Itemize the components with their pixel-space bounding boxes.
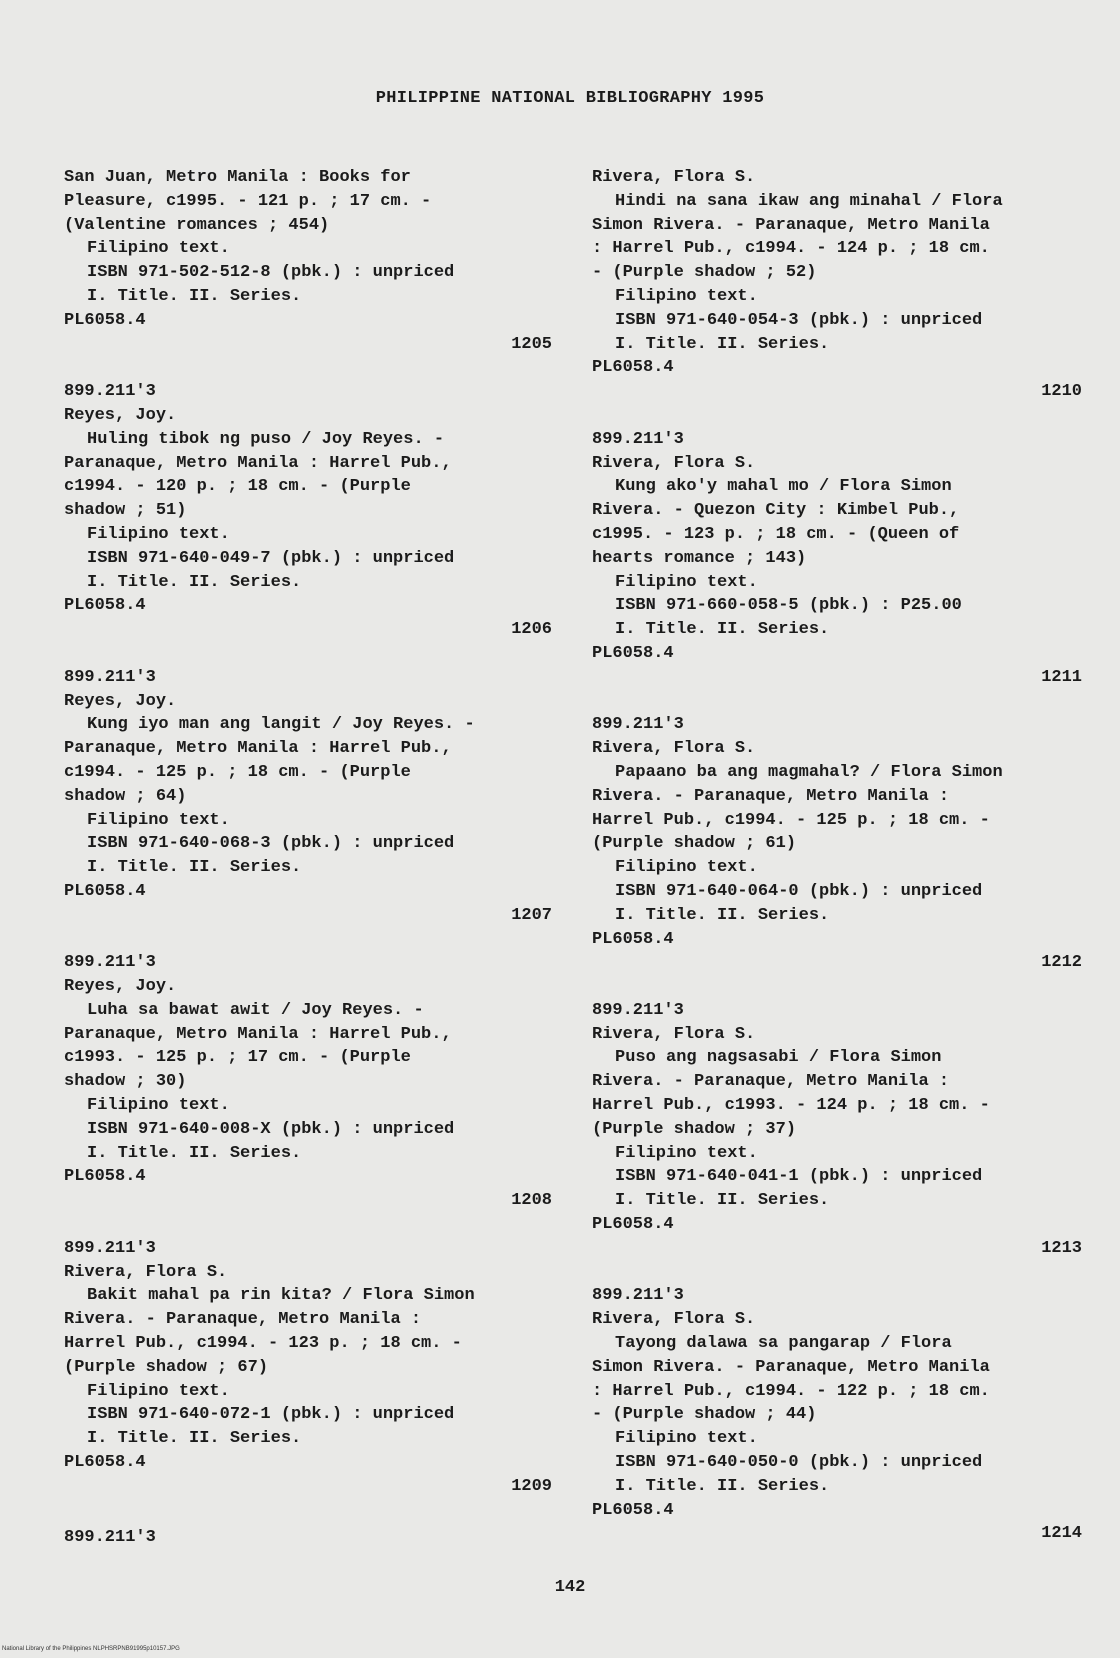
entry-line: Bakit mahal pa rin kita? / Flora Simon [87,1286,475,1306]
entry-line: Rivera, Flora S. [592,739,756,759]
entry-line: - (Purple shadow ; 44) [592,1405,817,1425]
bibliography-entry [64,380,552,642]
entry-line: I. Title. II. Series. [615,620,830,640]
entry-line: ISBN 971-502-512-8 (pbk.) : unpriced [87,263,455,283]
entry-gap [64,1213,552,1237]
entry-line: ISBN 971-640-008-X (pbk.) : unpriced [87,1119,455,1139]
entry-line: Rivera. - Paranaque, Metro Manila : [592,1072,950,1092]
entry-number: 1211 [1041,667,1082,687]
entry-gap [592,1261,1082,1285]
entry-line: I. Title. II. Series. [615,1476,830,1496]
entry-line: Pleasure, c1995. - 121 p. ; 17 cm. - [64,191,432,211]
entry-line: I. Title. II. Series. [615,905,830,925]
entry-line: I. Title. II. Series. [87,1429,302,1449]
entry-line: - (Purple shadow ; 52) [592,263,817,283]
entry-line: ISBN 971-640-054-3 (pbk.) : unpriced [615,310,983,330]
entry-line: shadow ; 30) [64,1072,187,1092]
entry-line: I. Title. II. Series. [87,286,302,306]
entry-line: Huling tibok ng puso / Joy Reyes. - [87,429,445,449]
entry-line: (Purple shadow ; 67) [64,1357,269,1377]
entry-line: PL6058.4 [592,643,674,663]
entry-line: : Harrel Pub., c1994. - 122 p. ; 18 cm. [592,1381,990,1401]
entry-line: Rivera, Flora S. [592,453,756,473]
entry-line: PL6058.4 [64,1167,146,1187]
entry-line: I. Title. II. Series. [87,1143,302,1163]
entry-line: Reyes, Joy. [64,691,177,711]
entry-line: Papaano ba ang magmahal? / Flora Simon [615,762,1003,782]
page-header: PHILIPPINE NATIONAL BIBLIOGRAPHY 1995 [375,89,765,108]
entry-number: 1210 [1041,382,1082,402]
entry-gap [592,404,1082,428]
entry-gap [592,690,1082,714]
left-column [64,166,552,1550]
entry-line: Filipino text. [615,286,758,306]
entry-number: 1212 [1041,953,1082,973]
entry-line: Rivera. - Paranaque, Metro Manila : [64,1310,422,1330]
entry-line: San Juan, Metro Manila : Books for [64,168,411,187]
entry-line: Rivera. - Paranaque, Metro Manila : [592,786,950,806]
entry-line: shadow ; 51) [64,501,187,521]
entry-line: Puso ang nagsasabi / Flora Simon [615,1048,942,1068]
entry-line: I. Title. II. Series. [615,334,830,354]
entry-line: Rivera, Flora S. [592,168,756,187]
page-number: 142 [554,1578,586,1597]
entry-line: 899.211'3 [592,429,684,449]
bibliography-entry [592,999,1082,1261]
entry-line: Rivera, Flora S. [64,1262,228,1282]
entry-line: Filipino text. [615,858,758,878]
entry-line: Reyes, Joy. [64,977,177,997]
entry-number: 1207 [511,905,552,925]
entry-line: I. Title. II. Series. [615,1191,830,1211]
bibliography-entry [64,666,552,928]
entry-line: Filipino text. [615,1429,758,1449]
entry-line: Filipino text. [87,524,230,544]
entry-line: Paranaque, Metro Manila : Harrel Pub., [64,453,452,473]
entry-gap [64,356,552,380]
entry-line: Filipino text. [87,1096,230,1116]
entry-number: 1209 [511,1476,552,1496]
entry-gap [592,975,1082,999]
entry-line: ISBN 971-640-064-0 (pbk.) : unpriced [615,881,983,901]
entry-line: Reyes, Joy. [64,405,177,425]
entry-line: Kung ako'y mahal mo / Flora Simon [615,477,952,497]
entry-number: 1214 [1041,1524,1082,1544]
scan-credit: National Library of the Philippines NLPHSRPNB91995p10157.JPG [2,1646,180,1652]
bibliography-entry [592,166,1082,404]
entry-line: : Harrel Pub., c1994. - 124 p. ; 18 cm. [592,239,990,259]
entry-line: Filipino text. [87,810,230,830]
entry-line: Filipino text. [615,1143,758,1163]
entry-line: hearts romance ; 143) [592,548,807,568]
entry-line: Rivera. - Quezon City : Kimbel Pub., [592,501,960,521]
entry-line: Rivera, Flora S. [592,1310,756,1330]
entry-line: Simon Rivera. - Paranaque, Metro Manila [592,215,990,235]
entry-line: Luha sa bawat awit / Joy Reyes. - [87,1000,424,1020]
entry-line: I. Title. II. Series. [87,572,302,592]
entry-number: 1205 [511,334,552,354]
entry-line: 899.211'3 [592,1000,684,1020]
entry-line: 899.211'3 [64,953,156,973]
entry-line: c1993. - 125 p. ; 17 cm. - (Purple [64,1048,411,1068]
bibliography-entry [592,428,1082,690]
entry-line: PL6058.4 [592,929,674,949]
bibliography-entry [64,951,552,1213]
entry-line: Harrel Pub., c1994. - 123 p. ; 18 cm. - [64,1334,462,1354]
entry-line: shadow ; 64) [64,786,187,806]
entry-line: ISBN 971-640-068-3 (pbk.) : unpriced [87,834,455,854]
entry-line: (Purple shadow ; 37) [592,1119,797,1139]
entry-line: Simon Rivera. - Paranaque, Metro Manila [592,1357,990,1377]
entry-line: c1994. - 120 p. ; 18 cm. - (Purple [64,477,411,497]
entry-line: PL6058.4 [592,1500,674,1520]
entry-line: PL6058.4 [64,881,146,901]
entry-gap [64,1499,552,1523]
bibliography-entry [592,713,1082,975]
entry-line: 899.211'3 [592,715,684,735]
entry-line: ISBN 971-640-041-1 (pbk.) : unpriced [615,1167,983,1187]
entry-line: I. Title. II. Series. [87,858,302,878]
entry-line: (Valentine romances ; 454) [64,215,330,235]
entry-line: Filipino text. [615,572,758,592]
entry-line: 899.211'3 [64,667,156,687]
entry-line: c1994. - 125 p. ; 18 cm. - (Purple [64,762,411,782]
entry-line: (Purple shadow ; 61) [592,834,797,854]
entry-line: 899.211'3 [592,1286,684,1306]
entry-line: Harrel Pub., c1993. - 124 p. ; 18 cm. - [592,1096,990,1116]
right-column [592,166,1082,1546]
entry-line: Filipino text. [87,239,230,259]
entry-line: PL6058.4 [64,596,146,616]
entry-number: 1206 [511,620,552,640]
entry-line: Kung iyo man ang langit / Joy Reyes. - [87,715,475,735]
entry-line: 899.211'3 [64,382,156,402]
entry-line: Rivera, Flora S. [592,1024,756,1044]
entry-gap [64,928,552,952]
entry-line: ISBN 971-640-049-7 (pbk.) : unpriced [87,548,455,568]
entry-line: 899.211'3 [64,1238,156,1258]
entry-line: ISBN 971-640-050-0 (pbk.) : unpriced [615,1453,983,1473]
entry-line: PL6058.4 [592,358,674,378]
entry-line: PL6058.4 [64,1453,146,1473]
entry-line: Hindi na sana ikaw ang minahal / Flora [615,191,1003,211]
bibliography-entry [592,1284,1082,1546]
entry-line: c1995. - 123 p. ; 18 cm. - (Queen of [592,524,960,544]
entry-line: Harrel Pub., c1994. - 125 p. ; 18 cm. - [592,810,990,830]
bibliography-entry [64,1237,552,1499]
entry-number: 1213 [1041,1238,1082,1258]
entry-line: ISBN 971-640-072-1 (pbk.) : unpriced [87,1405,455,1425]
entry-line: PL6058.4 [64,310,146,330]
entry-line: ISBN 971-660-058-5 (pbk.) : P25.00 [615,596,962,616]
entry-line: Filipino text. [87,1381,230,1401]
entry-line: Tayong dalawa sa pangarap / Flora [615,1334,952,1354]
entry-gap [64,642,552,666]
entry-line: PL6058.4 [592,1215,674,1235]
bibliography-entry [64,166,552,356]
entry-number: 1208 [511,1191,552,1211]
trailing-classification: 899.211'3 [64,1528,156,1548]
entry-line: Paranaque, Metro Manila : Harrel Pub., [64,739,452,759]
entry-line: Paranaque, Metro Manila : Harrel Pub., [64,1024,452,1044]
